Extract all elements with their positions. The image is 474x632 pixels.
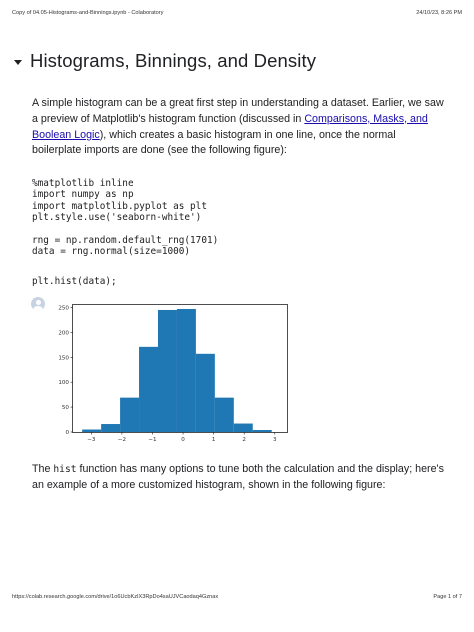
- print-date: 24/10/23, 8:26 PM: [416, 10, 462, 16]
- description-text-end: function has many options to tune both the calculation and the display; here's an example of a more customized histogram, shown in the following figure:: [32, 463, 444, 491]
- histogram-bar: [139, 347, 158, 432]
- x-tick-label: −1: [148, 437, 157, 443]
- histogram-bar: [82, 430, 101, 432]
- y-tick-label: 150: [58, 355, 69, 362]
- histogram-chart: [55, 296, 295, 446]
- x-tick-label: −2: [117, 437, 127, 443]
- print-header: [12, 10, 462, 16]
- section-header: [14, 50, 316, 72]
- y-tick-label: 100: [58, 380, 69, 387]
- inline-code-hist: hist: [53, 464, 77, 475]
- intro-paragraph: [32, 96, 446, 159]
- y-tick-label: 0: [65, 430, 69, 436]
- x-tick-label: −3: [87, 437, 96, 443]
- histogram-bar: [177, 309, 196, 432]
- description-text-start: The: [32, 463, 54, 475]
- print-footer: [12, 594, 462, 600]
- x-tick-label: 1: [211, 437, 216, 443]
- histogram-bar: [234, 424, 253, 432]
- histogram-bar: [101, 424, 120, 432]
- page-number: Page 1 of 7: [433, 594, 462, 600]
- user-avatar-icon: [31, 297, 45, 311]
- intro-text-start: A simple histogram can be a great first step in understanding a dataset. Earlier, we saw a preview of Matplotlib's histogram function (discussed in: [32, 97, 444, 125]
- comparisons-link[interactable]: Comparisons, Masks, and Boolean Logic: [32, 112, 428, 141]
- footer-url: https://colab.research.google.com/drive/1o6UcbKzIX3RpDo4saUJVCaodaq4Gznax: [12, 594, 219, 600]
- x-tick-label: 2: [242, 437, 246, 443]
- histogram-bar: [196, 354, 215, 432]
- y-tick-label: 250: [58, 305, 69, 312]
- x-tick-label: 3: [272, 437, 277, 443]
- y-tick-label: 50: [61, 405, 69, 412]
- histogram-bar: [215, 398, 234, 432]
- caret-down-icon[interactable]: [14, 60, 22, 65]
- description-paragraph: [32, 462, 446, 494]
- x-tick-label: 0: [181, 437, 185, 443]
- histogram-bar: [253, 430, 272, 432]
- code-cell-imports[interactable]: %matplotlib inline import numpy as np import matplotlib.pyplot as plt plt.style.use('seaborn-white') rng = np.random.default_rng(1701) data = rng.normal(size=1000): [32, 178, 219, 258]
- intro-text-end: ), which creates a basic histogram in one line, once the normal boilerplate imports are done (see the following figure):: [32, 128, 396, 157]
- section-title: Histograms, Binnings, and Density: [30, 50, 317, 71]
- document-title: Copy of 04.05-Histograms-and-Binnings.ipynb - Colaboratory: [12, 10, 164, 16]
- histogram-bar: [158, 310, 177, 432]
- histogram-bar: [120, 398, 139, 432]
- y-tick-label: 200: [58, 330, 69, 337]
- code-cell-hist[interactable]: plt.hist(data);: [32, 276, 117, 287]
